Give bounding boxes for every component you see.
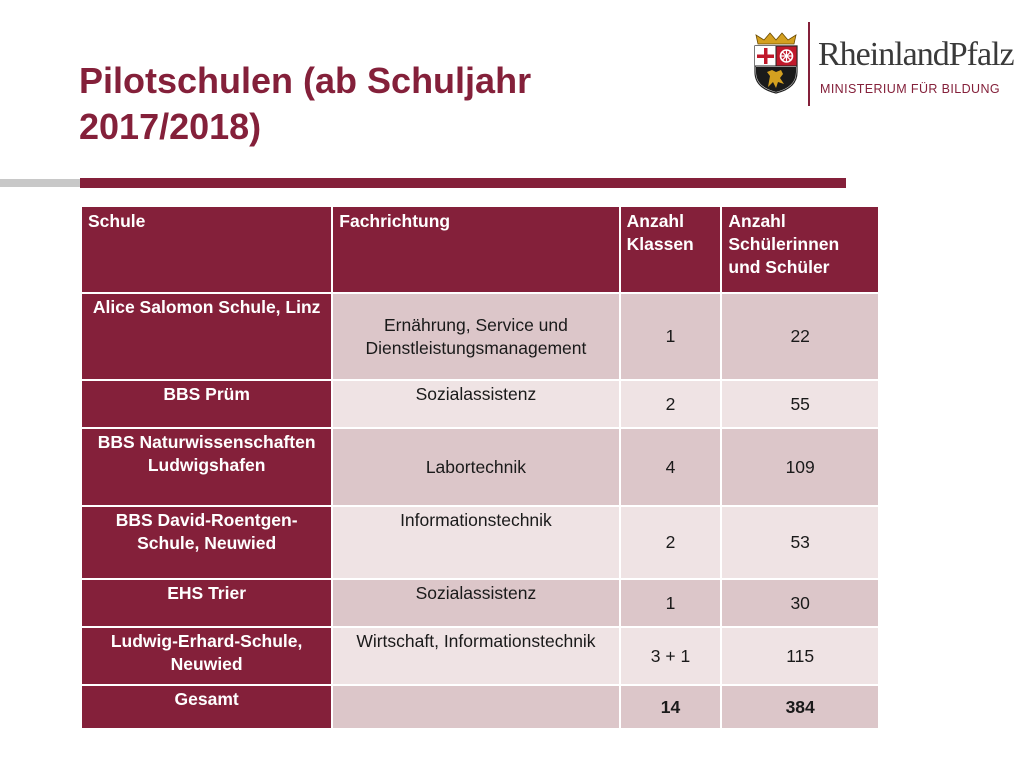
logo-ministry-text: MINISTERIUM FÜR BILDUNG [820,82,1001,96]
school-cell: EHS Trier [81,579,332,627]
total-label-cell: Gesamt [81,685,332,729]
klassen-cell: 3 + 1 [620,627,722,685]
logo-brand-text: RheinlandPfalz [818,36,1014,73]
total-klassen-cell: 14 [620,685,722,729]
klassen-cell: 1 [620,579,722,627]
fachrichtung-cell: Sozialassistenz [332,579,619,627]
fachrichtung-cell: Ernährung, Service und Dienstleistungsmanagement [332,293,619,380]
schueler-cell: 109 [721,428,879,506]
schueler-cell: 30 [721,579,879,627]
page-title: Pilotschulen (ab Schuljahr 2017/2018) [79,60,532,147]
fachrichtung-cell: Wirtschaft, Informationstechnik [332,627,619,685]
klassen-cell: 1 [620,293,722,380]
school-cell: Ludwig-Erhard-Schule, Neuwied [81,627,332,685]
school-cell: Alice Salomon Schule, Linz [81,293,332,380]
logo-divider [808,22,810,106]
table-row [81,627,879,685]
school-cell: BBS Naturwissenschaften Ludwigshafen [81,428,332,506]
header-anzahl-klassen: Anzahl Klassen [620,206,722,293]
header-anzahl-schueler: Anzahl Schülerinnen und Schüler [721,206,879,293]
fachrichtung-cell: Labortechnik [332,428,619,506]
schueler-cell: 115 [721,627,879,685]
schueler-cell: 53 [721,506,879,579]
klassen-cell: 2 [620,380,722,428]
klassen-cell: 4 [620,428,722,506]
ministry-logo [752,22,1012,106]
header-fachrichtung: Fachrichtung [332,206,619,293]
klassen-cell: 2 [620,506,722,579]
table-row [81,579,879,627]
fachrichtung-cell: Sozialassistenz [332,380,619,428]
school-cell: BBS David-Roentgen-Schule, Neuwied [81,506,332,579]
schueler-cell: 22 [721,293,879,380]
table-row [81,506,879,579]
title-rule-gray [0,179,80,187]
coat-of-arms-icon [752,32,800,94]
table-total-row [81,685,879,729]
header-schule: Schule [81,206,332,293]
table-header-row [81,206,879,293]
title-rule-accent [80,178,846,188]
table-row [81,293,879,380]
schueler-cell: 55 [721,380,879,428]
total-schueler-cell: 384 [721,685,879,729]
pilot-schools-table [80,205,880,730]
table-row [81,380,879,428]
school-cell: BBS Prüm [81,380,332,428]
table-row [81,428,879,506]
total-fachrichtung-cell [332,685,619,729]
fachrichtung-cell: Informationstechnik [332,506,619,579]
